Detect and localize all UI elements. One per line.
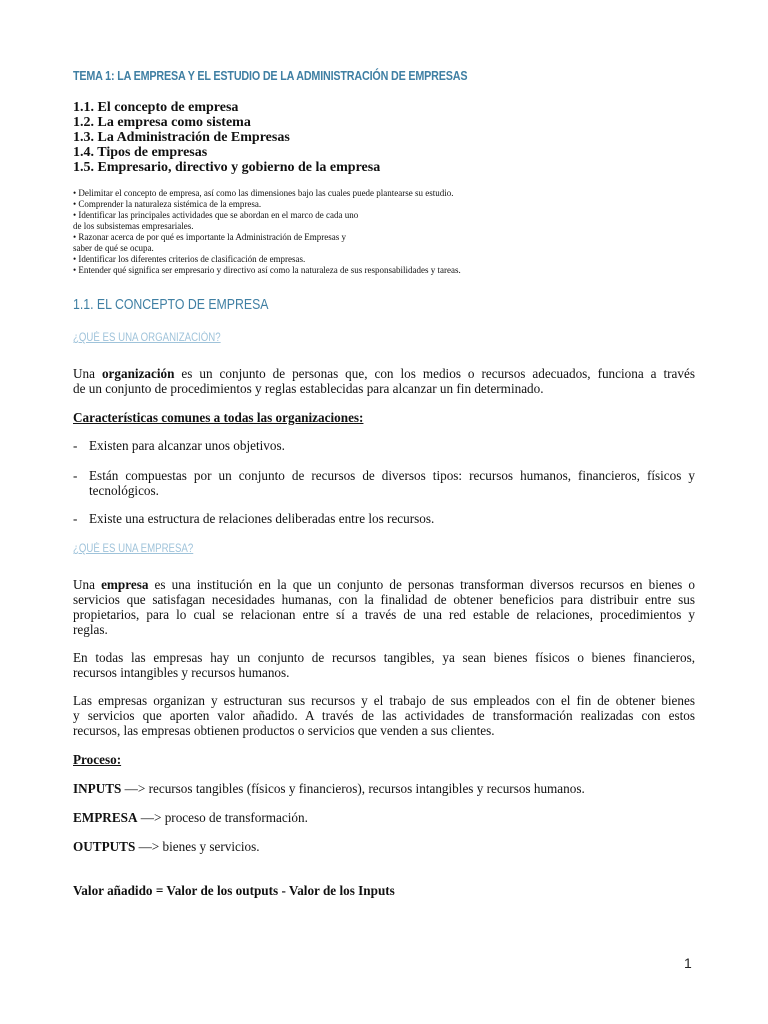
objective-line: • Identificar los diferentes criterios de clasificación de empresas. — [73, 254, 306, 264]
emp-line1: es una institución en la que un conjunto de personas transforman diversos recursos en bienes o — [148, 577, 695, 592]
emp-line2: servicios que satisfagan necesidades humanas, con la finalidad de obtener beneficios para distribuir entre sus — [73, 592, 695, 607]
organizan-line1: Las empresas organizan y estructuran sus recursos y el trabajo de sus empleados con el fin de obtener bienes — [73, 693, 695, 708]
arrow: —> — [137, 810, 165, 825]
empresa-definition — [73, 577, 695, 637]
proceso-outputs — [73, 839, 260, 855]
proceso-heading: Proceso: — [73, 752, 122, 767]
caracteristicas-heading: Características comunes a todas las organizaciones: — [73, 410, 364, 425]
organizacion-definition — [73, 366, 695, 396]
toc-item: 1.5. Empresario, directivo y gobierno de la empresa — [73, 160, 381, 175]
bullet-dash: - — [73, 511, 78, 526]
objective-line: • Identificar las principales actividades que se abordan en el marco de cada uno — [73, 210, 359, 220]
bullet-text: Existe una estructura de relaciones deliberadas entre los recursos. — [89, 511, 435, 526]
organizan-line3: recursos, las empresas obtienen productos o servicios que venden a sus clientes. — [73, 723, 495, 738]
toc-item: 1.4. Tipos de empresas — [73, 145, 208, 160]
valor-anadido-formula: Valor añadido = Valor de los outputs - Valor de los Inputs — [73, 883, 395, 898]
objective-line: • Entender qué significa ser empresario y directivo así como la naturaleza de sus responsabilidades y tareas. — [73, 265, 461, 275]
objectives-list — [73, 188, 633, 276]
org-line1: es un conjunto de personas que, con los medios o recursos adecuados, funciona a través — [174, 366, 695, 381]
objective-line: • Delimitar el concepto de empresa, así como las dimensiones bajo las cuales puede plantearse su estudio. — [73, 188, 454, 198]
emp-line3: propietarios, para lo cual se relacionan entre sí a través de una red estable de relaciones, procedimientos y — [73, 607, 695, 622]
proceso-term: INPUTS — [73, 781, 122, 796]
subheading-empresa: ¿QUÉ ES UNA EMPRESA? — [73, 543, 194, 555]
org-prefix: Una — [73, 366, 102, 381]
objective-line: • Comprender la naturaleza sistémica de la empresa. — [73, 199, 262, 209]
bullet-text: Existen para alcanzar unos objetivos. — [89, 438, 285, 453]
emp-prefix: Una — [73, 577, 102, 592]
toc-item: 1.2. La empresa como sistema — [73, 115, 251, 130]
bullet-text: Están compuestas por un conjunto de recursos de diversos tipos: recursos humanos, financieros, físicos y — [89, 468, 695, 483]
proceso-text: bienes y servicios. — [162, 839, 260, 854]
bullet-text: tecnológicos. — [89, 483, 159, 498]
objective-line: saber de qué se ocupa. — [73, 243, 154, 253]
emp-line4: reglas. — [73, 622, 108, 637]
proceso-text: recursos tangibles (físicos y financieros), recursos intangibles y recursos humanos. — [148, 781, 585, 796]
org-term: organización — [101, 366, 175, 381]
proceso-term: OUTPUTS — [73, 839, 136, 854]
page-number: 1 — [684, 955, 692, 971]
toc-item: 1.3. La Administración de Empresas — [73, 130, 290, 145]
proceso-term: EMPRESA — [73, 810, 138, 825]
toc-item: 1.1. El concepto de empresa — [73, 100, 239, 115]
arrow: —> — [121, 781, 149, 796]
subheading-organizacion: ¿QUÉ ES UNA ORGANIZACIÓN? — [73, 332, 221, 344]
table-of-contents — [73, 100, 380, 175]
section-heading: 1.1. EL CONCEPTO DE EMPRESA — [73, 296, 269, 313]
org-line2: de un conjunto de procedimientos y reglas establecidas para alcanzar un fin determinado. — [73, 381, 544, 396]
bullet-dash: - — [73, 468, 78, 483]
recursos-line1: En todas las empresas hay un conjunto de recursos tangibles, ya sean bienes físicos o bienes financieros, — [73, 650, 695, 665]
bullet-dash: - — [73, 438, 78, 453]
proceso-empresa — [73, 810, 308, 826]
emp-term: empresa — [101, 577, 149, 592]
topic-title: TEMA 1: LA EMPRESA Y EL ESTUDIO DE LA ADMINISTRACIÓN DE EMPRESAS — [73, 69, 468, 83]
recursos-paragraph — [73, 650, 695, 680]
organizan-line2: y servicios que aporten valor añadido. A través de las actividades de transformación realizadas con estos — [73, 708, 695, 723]
recursos-line2: recursos intangibles y recursos humanos. — [73, 665, 290, 680]
arrow: —> — [135, 839, 163, 854]
proceso-text: proceso de transformación. — [164, 810, 308, 825]
document-page — [73, 0, 695, 1024]
proceso-inputs — [73, 781, 585, 797]
objective-line: • Razonar acerca de por qué es importante la Administración de Empresas y — [73, 232, 347, 242]
organizan-paragraph — [73, 693, 695, 738]
objective-line: de los subsistemas empresariales. — [73, 221, 194, 231]
